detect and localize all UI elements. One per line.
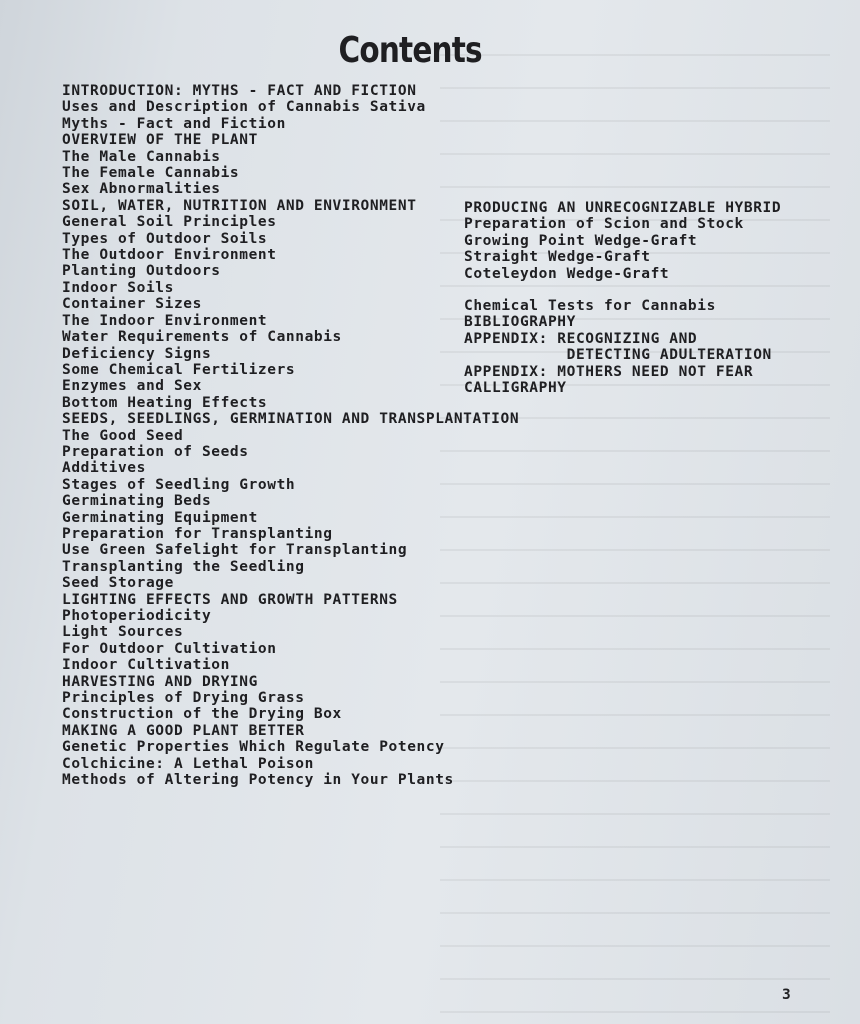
toc-entry: Types of Outdoor Soils (62, 230, 268, 247)
toc-entry: Bottom Heating Effects (62, 394, 268, 411)
toc-entry: Germinating Equipment (62, 509, 258, 526)
toc-right-column (464, 200, 781, 396)
toc-entry: The Female Cannabis (62, 165, 240, 182)
section-heading: PRODUCING AN UNRECOGNIZABLE HYBRID (464, 200, 782, 216)
toc-entry: The Good Seed (62, 427, 184, 444)
toc-entry: Preparation of Seeds (62, 443, 249, 460)
page-title: Contents (338, 30, 482, 71)
section-heading: APPENDIX: RECOGNIZING AND (464, 330, 698, 347)
toc-entry: Preparation of Scion and Stock (464, 216, 744, 233)
toc-entry: Enzymes and Sex (62, 378, 202, 395)
toc-entry: Construction of the Drying Box (62, 706, 342, 723)
toc-entry: Stages of Seedling Growth (62, 476, 296, 493)
section-items (62, 690, 519, 723)
toc-entry: Additives (62, 460, 146, 477)
toc-entry: Straight Wedge-Graft (464, 249, 651, 266)
section-heading: BIBLIOGRAPHY (464, 314, 576, 331)
toc-entry: General Soil Principles (62, 214, 277, 231)
toc-entry: Colchicine: A Lethal Poison (62, 755, 314, 772)
section-items (62, 149, 519, 198)
toc-entry: Methods of Altering Potency in Your Plants (62, 772, 454, 789)
toc-entry: Deficiency Signs (62, 345, 212, 362)
toc-entry: The Male Cannabis (62, 148, 221, 165)
section-heading: SEEDS, SEEDLINGS, GERMINATION AND TRANSPLANTATION (62, 411, 520, 428)
section-items (62, 99, 519, 132)
section-heading: HARVESTING AND DRYING (62, 673, 258, 690)
section-heading: SOIL, WATER, NUTRITION AND ENVIRONMENT (62, 197, 417, 214)
section-heading-continued: DETECTING ADULTERATION (464, 347, 772, 364)
section-heading: APPENDIX: MOTHERS NEED NOT FEAR (464, 363, 754, 380)
section-heading: OVERVIEW OF THE PLANT (62, 132, 258, 149)
toc-entry: Principles of Drying Grass (62, 690, 305, 707)
toc-entry: Germinating Beds (62, 493, 212, 510)
section-heading: MAKING A GOOD PLANT BETTER (62, 722, 305, 739)
toc-left-column (62, 83, 519, 788)
toc-entry: Chemical Tests for Cannabis (464, 298, 716, 315)
toc-entry: Uses and Description of Cannabis Sativa (62, 99, 426, 116)
toc-entry: Photoperiodicity (62, 608, 212, 624)
page-number: 3 (782, 987, 791, 1003)
toc-entry: Use Green Safelight for Transplanting (62, 542, 408, 559)
toc-entry: Genetic Properties Which Regulate Potency (62, 739, 445, 756)
toc-entry: Indoor Cultivation (62, 657, 230, 674)
toc-entry: Transplanting the Seedling (62, 558, 305, 575)
section-heading: CALLIGRAPHY (464, 380, 567, 397)
toc-entry: Some Chemical Fertilizers (62, 361, 296, 378)
toc-entry: The Outdoor Environment (62, 247, 277, 264)
toc-entry: Light Sources (62, 624, 184, 641)
toc-entry: The Indoor Environment (62, 312, 268, 329)
toc-entry: Water Requirements of Cannabis (62, 329, 342, 346)
toc-entry: Indoor Soils (62, 279, 174, 296)
toc-entry: Seed Storage (62, 575, 174, 592)
section-items (62, 608, 519, 674)
toc-entry: Coteleydon Wedge-Graft (464, 265, 670, 282)
section-items (62, 428, 519, 592)
toc-entry: Myths - Fact and Fiction (62, 115, 286, 132)
toc-entry: Growing Point Wedge-Graft (464, 232, 698, 249)
section-items (464, 216, 781, 314)
section-items (62, 214, 519, 411)
toc-entry: Planting Outdoors (62, 263, 221, 280)
toc-entry: For Outdoor Cultivation (62, 640, 277, 657)
toc-entry: Preparation for Transplanting (62, 525, 333, 542)
section-heading: LIGHTING EFFECTS AND GROWTH PATTERNS (62, 591, 398, 608)
section-items (62, 739, 519, 788)
section-heading: INTRODUCTION: MYTHS - FACT AND FICTION (62, 83, 417, 99)
toc-entry: Container Sizes (62, 296, 202, 313)
toc-entry: Sex Abnormalities (62, 181, 221, 198)
